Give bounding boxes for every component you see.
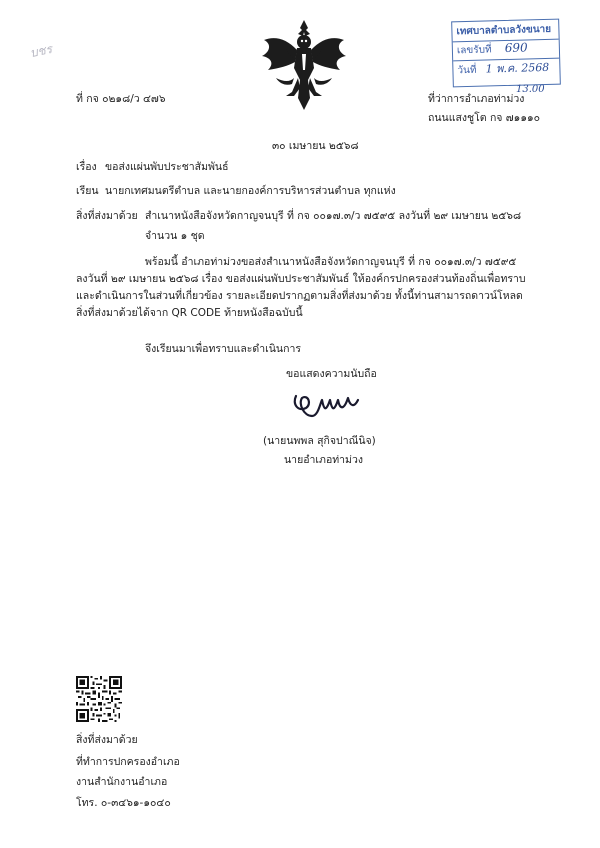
enclosure-line2: จำนวน ๑ ชุด bbox=[145, 230, 205, 242]
to-text: นายกเทศมนตรีตำบล และนายกองค์การบริหารส่วนตำบล ทุกแห่ง bbox=[105, 185, 396, 197]
stamp-date-row bbox=[457, 60, 549, 78]
doc-number: ที่ กจ ๐๒๑๘/ว ๔๗๖ bbox=[76, 93, 166, 105]
body-line-3: และดำเนินการในส่วนที่เกี่ยวข้อง รายละเอียดปรากฏตามสิ่งที่ส่งมาด้วย ทั้งนี้ท่านสามารถดาวน์โหลด bbox=[76, 290, 523, 302]
qr-caption: สิ่งที่ส่งมาด้วย bbox=[76, 734, 138, 746]
stamp-receipt-row bbox=[457, 40, 528, 58]
stamp-receipt-number: 690 bbox=[504, 40, 528, 56]
qr-code[interactable] bbox=[76, 676, 122, 722]
closing-request: จึงเรียนมาเพื่อทราบและดำเนินการ bbox=[145, 343, 301, 355]
margin-scribble: บชร bbox=[28, 41, 54, 61]
letter-date: ๓๐ เมษายน ๒๕๖๘ bbox=[272, 140, 359, 152]
closing-greeting: ขอแสดงความนับถือ bbox=[286, 368, 377, 380]
stamp-time: 13.00 bbox=[516, 84, 545, 95]
receipt-stamp bbox=[451, 19, 561, 88]
stamp-date-label: วันที่ bbox=[457, 64, 477, 77]
signatory-position: นายอำเภอท่าม่วง bbox=[284, 454, 364, 466]
handwritten-signature bbox=[290, 386, 360, 422]
body-line-2: ลงวันที่ ๒๙ เมษายน ๒๕๖๘ เรื่อง ขอส่งแผ่นพับประชาสัมพันธ์ ให้องค์กรปกครองส่วนท้องถิ่นเพื่อทราบ bbox=[76, 273, 526, 285]
subject-label: เรื่อง bbox=[76, 161, 97, 173]
footer-unit: ที่ทำการปกครองอำเภอ bbox=[76, 756, 180, 768]
office-address: ถนนแสงชูโต กจ ๗๑๑๑๐ bbox=[428, 112, 541, 124]
stamp-date-value: 1 พ.ค. 2568 bbox=[485, 60, 550, 76]
office-name: ที่ว่าการอำเภอท่าม่วง bbox=[428, 93, 525, 105]
body-line-1: พร้อมนี้ อำเภอท่าม่วงขอส่งสำเนาหนังสือจังหวัดกาญจนบุรี ที่ กจ ๐๐๑๗.๓/ว ๗๕๙๕ bbox=[145, 256, 517, 268]
subject-text: ขอส่งแผ่นพับประชาสัมพันธ์ bbox=[105, 161, 229, 173]
footer-phone: โทร. ๐-๓๔๖๑-๑๐๔๐ bbox=[76, 797, 171, 809]
stamp-org: เทศบาลตำบลวังขนาย bbox=[456, 23, 552, 38]
body-line-4: สิ่งที่ส่งมาด้วยได้จาก QR CODE ท้ายหนังสือฉบับนี้ bbox=[76, 307, 303, 319]
body-paragraph bbox=[76, 254, 542, 322]
footer-section: งานสำนักงานอำเภอ bbox=[76, 776, 168, 788]
signatory-name: (นายนพพล สุกิจปาณีนิจ) bbox=[263, 435, 376, 447]
garuda-emblem bbox=[258, 18, 350, 112]
enclosure-line1: สำเนาหนังสือจังหวัดกาญจนบุรี ที่ กจ ๐๐๑๗.๓/ว ๗๕๙๕ ลงวันที่ ๒๙ เมษายน ๒๕๖๘ bbox=[145, 210, 522, 222]
to-label: เรียน bbox=[76, 185, 99, 197]
enclosure-label: สิ่งที่ส่งมาด้วย bbox=[76, 210, 138, 222]
stamp-receipt-label: เลขรับที่ bbox=[456, 44, 492, 57]
